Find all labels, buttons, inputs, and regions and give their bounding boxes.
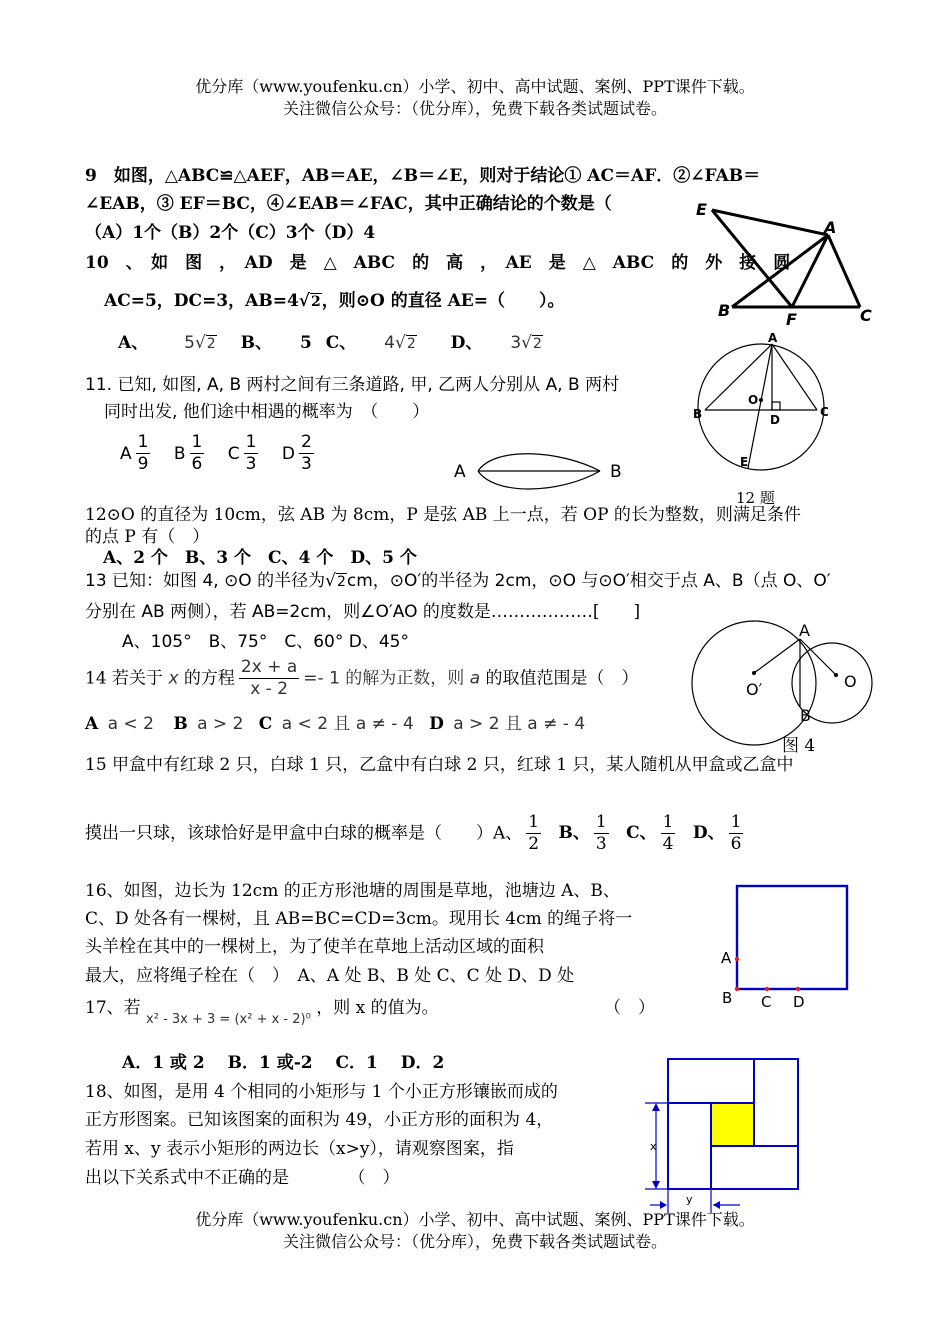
footer-line1: 优分库（www.youfenku.cn）小学、初中、高中试题、案例、PPT课件下载。: [195, 1210, 755, 1229]
q10-circle-figure: [690, 330, 850, 470]
q9-line3: （A）1个（B）2个（C）3个（D）4: [85, 223, 376, 243]
small-square: [711, 1103, 754, 1146]
q11-roads-figure: [450, 440, 630, 500]
fig16-label-b: B: [722, 989, 733, 1007]
q18-line2: 正方形图案。已知该图案的面积为 49，小正方形的面积为 4，: [85, 1110, 554, 1130]
q14-options: A a < 2 B a > 2 C a < 2 且 a ≠ - 4 D a > 2 且 a ≠ - 4: [85, 714, 586, 734]
q11-options: A $\frac{1}{9}$ B $\frac{1}{6}$ C $\frac{1}{3}$ D $\frac{2}{3}$: [120, 432, 312, 475]
q13-circles-figure: [690, 615, 890, 755]
q10-line1: 10 、 如 图 ， AD 是 △ ABC 的 高 ， AE 是 △ ABC 的 外 接 圆: [85, 253, 791, 273]
q13-line1: 13 已知：如图 4, ⊙O 的半径为√2cm，⊙O′的半径为 2cm，⊙O 与⊙O′相交于点 A、B（点 O、O′: [85, 571, 831, 591]
q13-line2: 分别在 AB 两侧），若 AB=2cm，则∠O′AO 的度数是………………[ ]: [85, 602, 641, 622]
fig10-label-d: D: [770, 413, 780, 427]
q14-equation-line: 14 若关于 x 的方程 $\frac{2x + a}{x - 2}$ =- 1 的解为正数，则 a 的取值范围是（ ）: [85, 657, 639, 700]
q16-line3: 头羊栓在其中的一棵树上，为了使羊在草地上活动区域的面积: [85, 937, 544, 957]
footer-line2: 关注微信公众号：（优分库），免费下载各类试题试卷。: [282, 1232, 667, 1251]
header-line2: 关注微信公众号：（优分库），免费下载各类试题试卷。: [282, 99, 667, 118]
tree-a-dot: [735, 957, 739, 961]
fig10-label-c: C: [820, 405, 829, 419]
q18-line1: 18、如图，是用 4 个相同的小矩形与 1 个小正方形镶嵌而成的: [85, 1082, 558, 1102]
tree-d-dot: [796, 987, 800, 991]
q17-answer-paren: （ ）: [604, 998, 655, 1018]
q13-figure-caption: 图 4: [782, 736, 816, 756]
fig18-label-x: x: [650, 1140, 657, 1153]
fig9-label-b: B: [718, 301, 731, 320]
fig16-label-c: C: [761, 993, 772, 1011]
header-line1: 优分库（www.youfenku.cn）小学、初中、高中试题、案例、PPT课件下载。: [195, 77, 755, 96]
q17-options: A．1 或 2 B．1 或-2 C．1 D．2: [122, 1053, 445, 1073]
q12-line3: A、2 个 B、3 个 C、4 个 D、5 个: [103, 548, 417, 568]
q9-line1: 9 如图，△ABC≌△AEF，AB＝AE，∠B＝∠E，则对于结论① AC＝AF．②∠FAB＝: [85, 166, 761, 186]
q11-line1: 11. 已知, 如图, A, B 两村之间有三条道路, 甲, 乙两人分别从 A, B 两村: [85, 375, 620, 395]
tree-c-dot: [765, 987, 769, 991]
q12-line1: 12⊙O 的直径为 10cm，弦 AB 为 8cm，P 是弦 AB 上一点，若 OP 的长为整数，则满足条件: [85, 505, 801, 525]
q18-tiling-figure: [640, 1055, 810, 1215]
fig13-label-o1: O′: [746, 680, 763, 699]
fig9-label-f: F: [786, 310, 797, 329]
fig9-label-c: C: [860, 306, 872, 325]
fig10-label-a: A: [768, 331, 778, 345]
q9-line2: ∠EAB，③ EF＝BC，④∠EAB＝∠FAC，其中正确结论的个数是（: [85, 194, 612, 214]
fig18-label-y: y: [686, 1193, 693, 1206]
fig9-label-a: A: [824, 218, 837, 237]
q15-line2: 摸出一只球，该球恰好是甲盒中白球的概率是（ ）A、 $\frac{1}{2}$ B、 $\frac{1}{3}$ C、 $\frac{1}{4}$ D、 $\frac{1}{6}$: [85, 812, 742, 855]
fig10-label-b: B: [693, 407, 703, 421]
q16-line2: C、D 处各有一棵树，且 AB=BC=CD=3cm。现用长 4cm 的绳子将一: [85, 909, 633, 929]
fig16-label-a: A: [721, 949, 732, 967]
q16-pond-figure: [715, 880, 865, 1015]
q16-line4: 最大，应将绳子栓在（ ） A、A 处 B、B 处 C、C 处 D、D 处: [85, 966, 575, 986]
q15-line1: 15 甲盒中有红球 2 只，白球 1 只，乙盒中有白球 2 只，红球 1 只，某人随机从甲盒或乙盒中: [85, 755, 794, 775]
q12-line2: 的点 P 有（ ）: [85, 527, 210, 547]
q18-line3: 若用 x、y 表示小矩形的两边长（x>y），请观察图案，指: [85, 1139, 514, 1159]
fig10-label-o: O: [748, 393, 759, 407]
q16-line1: 16、如图，边长为 12cm 的正方形池塘的周围是草地，池塘边 A、B、: [85, 881, 620, 901]
q17-line: 17、若 $_{x^2 - 3x + 3 = (x^2 + x - 2)^0}$ ，则 x 的值为。: [85, 998, 439, 1027]
fig13-label-b: B: [800, 706, 811, 725]
fig10-label-e: E: [740, 455, 749, 469]
q10-line2: AC=5，DC=3，AB=4√2，则⊙O 的直径 AE=（ ）。: [104, 291, 565, 311]
fig11-label-b: B: [610, 462, 622, 482]
fig11-label-a: A: [454, 462, 466, 482]
fig9-label-e: E: [696, 200, 707, 219]
q18-line4: 出以下关系式中不正确的是 （ ）: [85, 1168, 400, 1188]
q11-line2: 同时出发, 他们途中相遇的概率为 （ ）: [104, 402, 430, 422]
tree-b-dot: [735, 987, 739, 991]
q10-options: A、 5√2 B、 5 C、 4√2 D、 3√2: [118, 333, 542, 353]
fig16-label-d: D: [793, 993, 805, 1011]
q13-line3: A、105° B、75° C、60° D、45°: [122, 632, 409, 652]
q12-figure-caption: 12 题: [736, 489, 775, 507]
fig13-label-o: O: [844, 672, 857, 691]
pond-square: [737, 886, 847, 989]
fig13-label-a: A: [799, 621, 810, 640]
